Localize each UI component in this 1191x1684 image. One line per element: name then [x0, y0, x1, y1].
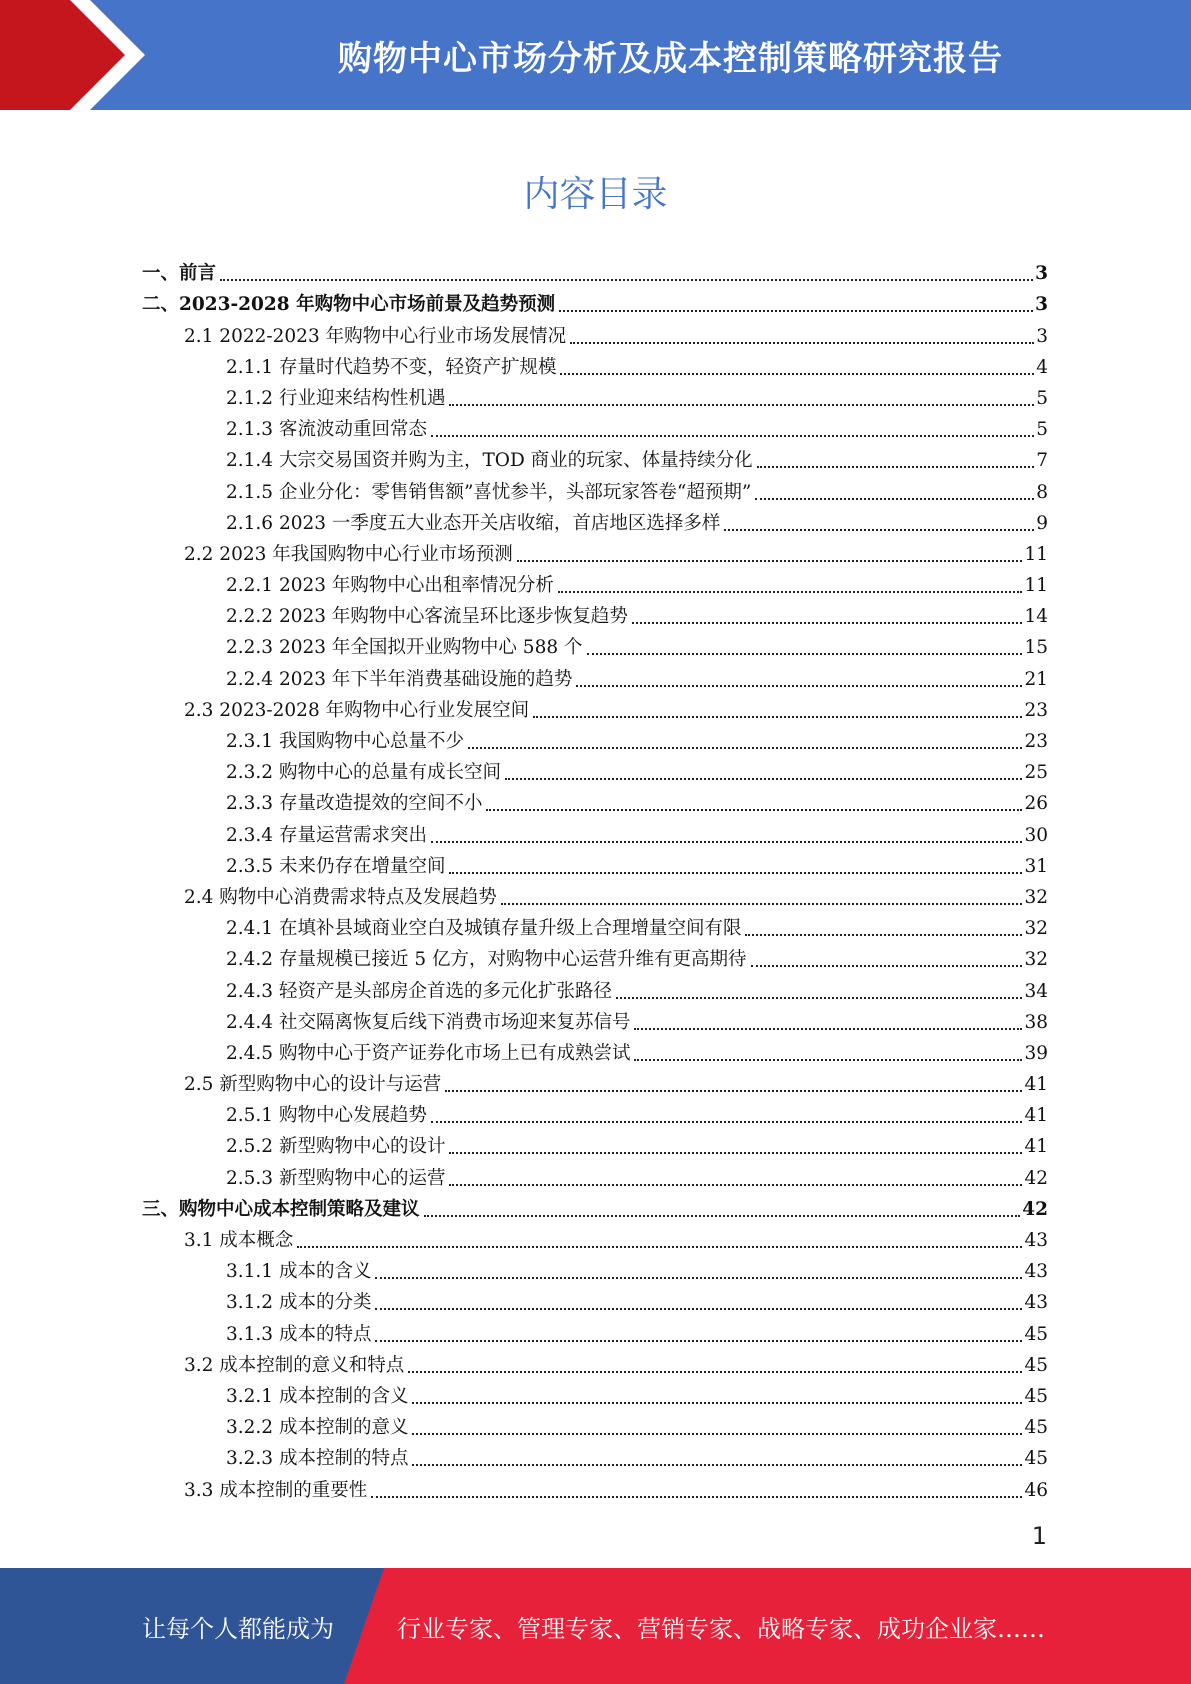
toc-dot-leader — [505, 778, 1022, 780]
toc-entry-label: 3.1.2 成本的分类 — [226, 1292, 372, 1314]
toc-entry-page: 14 — [1024, 606, 1048, 628]
toc-entry[interactable] — [142, 660, 1048, 691]
toc-entry-page: 34 — [1024, 980, 1048, 1002]
toc-entry-page: 43 — [1024, 1261, 1048, 1283]
toc-entry[interactable] — [142, 1191, 1048, 1222]
toc-entry[interactable] — [142, 816, 1048, 847]
toc-entry[interactable] — [142, 941, 1048, 972]
toc-entry-label: 2.4.4 社交隔离恢复后线下消费市场迎来复苏信号 — [226, 1011, 631, 1033]
toc-entry-page: 8 — [1036, 481, 1048, 503]
toc-dot-leader — [745, 934, 1022, 936]
toc-entry-page: 32 — [1024, 918, 1048, 940]
toc-entry[interactable] — [142, 442, 1048, 473]
toc-dot-leader — [517, 560, 1023, 562]
toc-entry[interactable] — [142, 286, 1048, 317]
toc-entry-page: 7 — [1036, 450, 1048, 472]
toc-entry[interactable] — [142, 972, 1048, 1003]
toc-entry[interactable] — [142, 473, 1048, 504]
red-chevron-logo — [0, 0, 160, 110]
toc-dot-leader — [559, 310, 1033, 312]
toc-entry-label: 2.3.1 我国购物中心总量不少 — [226, 731, 464, 752]
toc-entry-page: 4 — [1036, 356, 1048, 378]
toc-entry-page: 3 — [1035, 263, 1048, 285]
page-number: 1 — [1031, 1522, 1047, 1550]
toc-entry-label: 2.4.2 存量规模已接近 5 亿方，对购物中心运营升维有更高期待 — [226, 949, 747, 971]
toc-entry-label: 2.5.2 新型购物中心的设计 — [226, 1136, 446, 1158]
toc-dot-leader — [375, 1308, 1022, 1310]
toc-dot-leader — [297, 1246, 1022, 1248]
toc-dot-leader — [412, 1402, 1022, 1404]
toc-dot-leader — [220, 279, 1033, 281]
toc-entry[interactable] — [142, 1471, 1048, 1502]
toc-entry-label: 2.4 购物中心消费需求特点及发展趋势 — [184, 886, 497, 908]
toc-dot-leader — [431, 1121, 1022, 1123]
toc-entry[interactable] — [142, 1097, 1048, 1128]
toc-dot-leader — [449, 404, 1034, 406]
toc-entry[interactable] — [142, 879, 1048, 910]
toc-entry[interactable] — [142, 567, 1048, 598]
toc-entry[interactable] — [142, 505, 1048, 536]
toc-entry-page: 46 — [1024, 1479, 1048, 1501]
toc-entry-page: 21 — [1024, 668, 1048, 690]
toc-entry-label: 3.2.1 成本控制的含义 — [226, 1385, 409, 1407]
toc-dot-leader — [431, 435, 1034, 437]
toc-entry-label: 2.2 2023 年我国购物中心行业市场预测 — [184, 543, 513, 565]
toc-entry-page: 45 — [1024, 1385, 1048, 1407]
toc-entry-label: 3.1.1 成本的含义 — [226, 1261, 372, 1283]
toc-entry[interactable] — [142, 1347, 1048, 1378]
toc-dot-leader — [751, 965, 1023, 967]
toc-entry-page: 5 — [1036, 387, 1048, 409]
toc-entry[interactable] — [142, 536, 1048, 567]
toc-dot-leader — [408, 1371, 1022, 1373]
toc-entry-label: 3.3 成本控制的重要性 — [184, 1479, 368, 1501]
toc-entry-page: 45 — [1024, 1417, 1048, 1439]
toc-entry-label: 2.1 2022-2023 年购物中心行业市场发展情况 — [184, 325, 567, 347]
toc-dot-leader — [634, 1059, 1022, 1061]
toc-entry-label: 二、2023-2028 年购物中心市场前景及趋势预测 — [142, 294, 556, 316]
toc-entry[interactable] — [142, 1035, 1048, 1066]
toc-entry-page: 25 — [1024, 762, 1048, 784]
toc-entry-page: 9 — [1036, 512, 1048, 534]
toc-entry-label: 一、前言 — [142, 263, 217, 285]
toc-entry-label: 2.4.5 购物中心于资产证券化市场上已有成熟尝试 — [226, 1042, 631, 1064]
toc-entry[interactable] — [142, 848, 1048, 879]
toc-entry-label: 3.2.3 成本控制的特点 — [226, 1448, 409, 1470]
footer-slogan-right: 行业专家、管理专家、营销专家、战略专家、成功企业家…… — [397, 1614, 1045, 1643]
toc-entry-label: 2.3 2023-2028 年购物中心行业发展空间 — [184, 699, 530, 721]
page-footer — [0, 1568, 1191, 1684]
toc-entry-label: 2.2.3 2023 年全国拟开业购物中心 588 个 — [226, 637, 583, 659]
toc-entry-page: 42 — [1024, 1167, 1048, 1189]
toc-entry-label: 2.3.3 存量改造提效的空间不小 — [226, 793, 483, 815]
toc-entry-label: 2.2.2 2023 年购物中心客流呈环比逐步恢复趋势 — [226, 606, 628, 628]
toc-entry[interactable] — [142, 317, 1048, 348]
toc-entry-page: 43 — [1024, 1230, 1048, 1251]
toc-entry-page: 11 — [1024, 543, 1048, 565]
toc-dot-leader — [632, 622, 1023, 624]
toc-entry-label: 2.3.4 存量运营需求突出 — [226, 824, 427, 846]
toc-dot-leader — [755, 498, 1034, 500]
toc-entry[interactable] — [142, 692, 1048, 723]
toc-dot-leader — [375, 1277, 1022, 1279]
toc-entry-page: 42 — [1022, 1198, 1048, 1220]
table-of-contents — [142, 255, 1048, 1503]
toc-entry-page: 45 — [1024, 1448, 1048, 1470]
toc-entry-page: 45 — [1024, 1354, 1048, 1376]
toc-entry[interactable] — [142, 411, 1048, 442]
toc-entry[interactable] — [142, 1284, 1048, 1315]
toc-entry-page: 23 — [1024, 699, 1048, 721]
toc-dot-leader — [560, 373, 1034, 375]
toc-dot-leader — [501, 903, 1023, 905]
toc-entry-label: 2.1.6 2023 一季度五大业态开关店收缩，首店地区选择多样 — [226, 512, 721, 534]
footer-slogan-left: 让每个人都能成为 — [142, 1614, 334, 1643]
toc-dot-leader — [449, 1152, 1022, 1154]
toc-dot-leader — [724, 529, 1034, 531]
toc-entry-label: 3.1 成本概念 — [184, 1230, 294, 1251]
toc-entry-page: 3 — [1035, 294, 1048, 316]
toc-entry-label: 2.4.3 轻资产是头部房企首选的多元化扩张路径 — [226, 980, 612, 1002]
toc-entry-label: 2.1.1 存量时代趋势不变，轻资产扩规模 — [226, 356, 557, 378]
toc-entry[interactable] — [142, 754, 1048, 785]
toc-entry-label: 3.1.3 成本的特点 — [226, 1323, 372, 1345]
toc-entry-label: 2.1.3 客流波动重回常态 — [226, 419, 427, 441]
toc-entry-page: 41 — [1024, 1105, 1048, 1127]
toc-dot-leader — [468, 747, 1022, 749]
toc-entry-label: 2.5.3 新型购物中心的运营 — [226, 1167, 446, 1189]
toc-entry-label: 三、购物中心成本控制策略及建议 — [142, 1198, 420, 1220]
toc-dot-leader — [634, 1028, 1022, 1030]
toc-entry-page: 30 — [1024, 824, 1048, 846]
toc-dot-leader — [616, 997, 1022, 999]
toc-entry-label: 2.1.2 行业迎来结构性机遇 — [226, 387, 446, 409]
toc-dot-leader — [412, 1464, 1022, 1466]
toc-entry-label: 2.4.1 在填补县域商业空白及城镇存量升级上合理增量空间有限 — [226, 918, 742, 940]
toc-entry-page: 39 — [1024, 1042, 1048, 1064]
toc-entry[interactable] — [142, 1222, 1048, 1253]
toc-dot-leader — [424, 1215, 1021, 1217]
toc-entry[interactable] — [142, 255, 1048, 286]
toc-entry[interactable] — [142, 598, 1048, 629]
toc-entry-page: 32 — [1024, 886, 1048, 908]
toc-entry-page: 23 — [1024, 731, 1048, 752]
page-header — [0, 0, 1191, 110]
toc-entry-label: 2.5 新型购物中心的设计与运营 — [184, 1074, 442, 1096]
toc-entry-page: 26 — [1024, 793, 1048, 815]
toc-entry-label: 2.3.2 购物中心的总量有成长空间 — [226, 762, 501, 784]
toc-entry[interactable] — [142, 1128, 1048, 1159]
toc-entry[interactable] — [142, 1066, 1048, 1097]
toc-entry[interactable] — [142, 380, 1048, 411]
toc-entry-label: 2.2.1 2023 年购物中心出租率情况分析 — [226, 575, 554, 597]
toc-dot-leader — [533, 716, 1022, 718]
toc-dot-leader — [449, 872, 1022, 874]
toc-entry-page: 41 — [1024, 1136, 1048, 1158]
toc-entry-label: 3.2.2 成本控制的意义 — [226, 1417, 409, 1439]
toc-dot-leader — [449, 1184, 1022, 1186]
toc-entry[interactable] — [142, 1440, 1048, 1471]
toc-entry[interactable] — [142, 1315, 1048, 1346]
toc-entry-page: 31 — [1024, 855, 1048, 877]
toc-dot-leader — [431, 841, 1022, 843]
toc-dot-leader — [587, 653, 1023, 655]
toc-entry-label: 2.3.5 未来仍存在增量空间 — [226, 855, 446, 877]
toc-dot-leader — [375, 1340, 1022, 1342]
toc-entry-page: 43 — [1024, 1292, 1048, 1314]
toc-entry[interactable] — [142, 723, 1048, 754]
toc-entry-page: 11 — [1024, 575, 1048, 597]
toc-entry[interactable] — [142, 1378, 1048, 1409]
toc-entry-page: 38 — [1024, 1011, 1048, 1033]
toc-entry-page: 5 — [1036, 419, 1048, 441]
toc-entry-label: 2.1.4 大宗交易国资并购为主，TOD 商业的玩家、体量持续分化 — [226, 450, 753, 472]
toc-entry-label: 2.5.1 购物中心发展趋势 — [226, 1105, 427, 1127]
toc-dot-leader — [558, 591, 1023, 593]
toc-dot-leader — [570, 342, 1034, 344]
toc-dot-leader — [576, 685, 1022, 687]
toc-entry-page: 3 — [1036, 325, 1048, 347]
toc-entry[interactable] — [142, 1159, 1048, 1190]
toc-dot-leader — [486, 809, 1022, 811]
toc-entry-label: 2.2.4 2023 年下半年消费基础设施的趋势 — [226, 668, 573, 690]
toc-dot-leader — [445, 1090, 1022, 1092]
toc-entry[interactable] — [142, 349, 1048, 380]
toc-entry[interactable] — [142, 1253, 1048, 1284]
toc-dot-leader — [371, 1496, 1022, 1498]
toc-entry-page: 32 — [1024, 949, 1048, 971]
toc-entry-label: 3.2 成本控制的意义和特点 — [184, 1354, 405, 1376]
toc-entry[interactable] — [142, 910, 1048, 941]
toc-dot-leader — [412, 1433, 1022, 1435]
toc-entry-label: 2.1.5 企业分化：零售销售额”喜忧参半，头部玩家答卷“超预期” — [226, 481, 752, 503]
toc-entry[interactable] — [142, 629, 1048, 660]
toc-entry-page: 15 — [1024, 637, 1048, 659]
toc-heading: 内容目录 — [523, 174, 668, 215]
report-title: 购物中心市场分析及成本控制策略研究报告 — [338, 38, 1003, 79]
toc-entry-page: 41 — [1024, 1074, 1048, 1096]
toc-entry[interactable] — [142, 1409, 1048, 1440]
toc-entry[interactable] — [142, 785, 1048, 816]
toc-entry-page: 45 — [1024, 1323, 1048, 1345]
toc-dot-leader — [757, 466, 1035, 468]
toc-entry[interactable] — [142, 1004, 1048, 1035]
